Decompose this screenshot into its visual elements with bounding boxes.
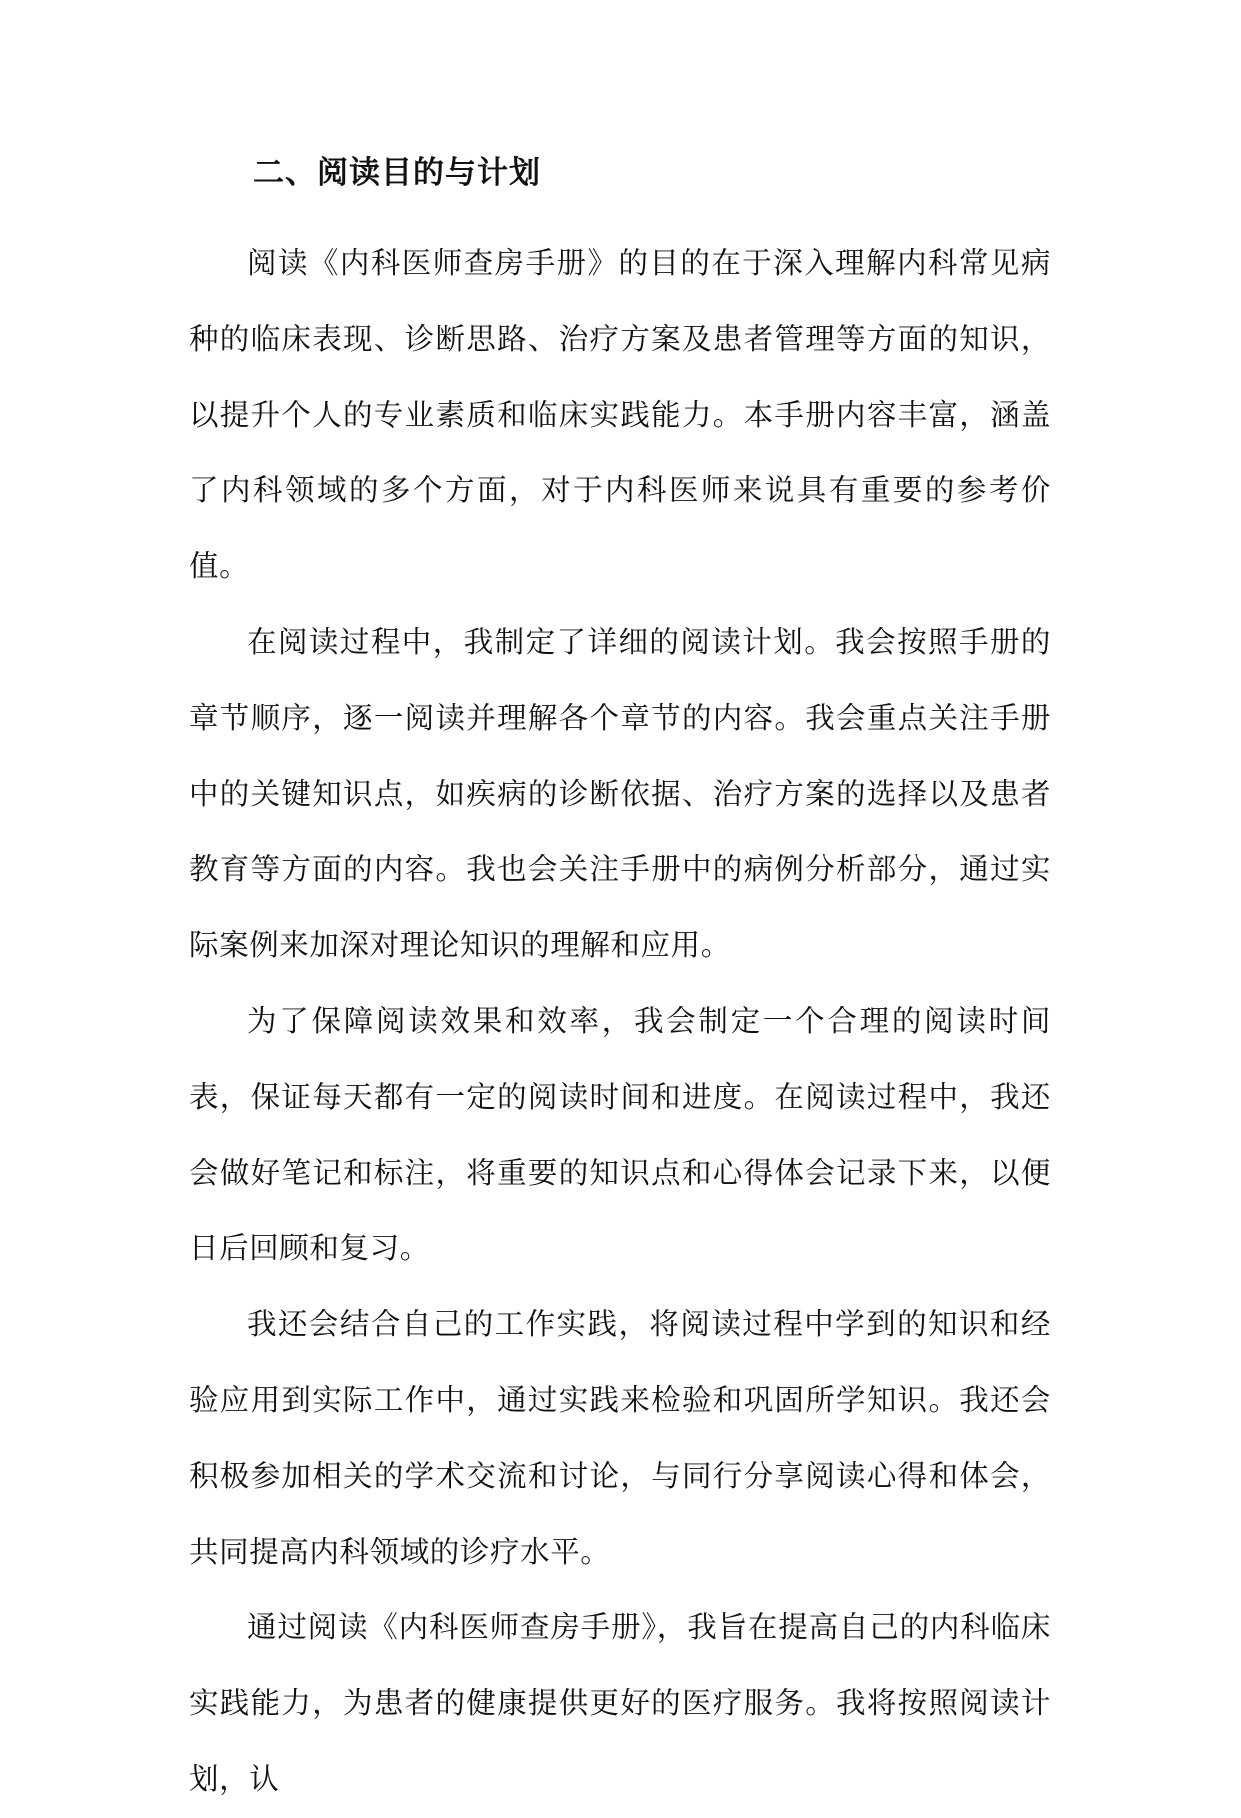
paragraph-purpose: 阅读《内科医师查房手册》的目的在于深入理解内科常见病种的临床表现、诊断思路、治疗方案及患者管理等方面的知识，以提升个人的专业素质和临床实践能力。本手册内容丰富，涵盖了内科领域的多个方面，对于内科医师来说具有重要的参考价值。 [189, 246, 1051, 584]
paragraph-goal: 通过阅读《内科医师查房手册》，我旨在提高自己的内科临床实践能力，为患者的健康提供更好的医疗服务。我将按照阅读计划，认 [189, 1610, 1051, 1796]
paragraph-schedule: 为了保障阅读效果和效率，我会制定一个合理的阅读时间表，保证每天都有一定的阅读时间和进度。在阅读过程中，我还会做好笔记和标注，将重要的知识点和心得体会记录下来，以便日后回顾和复习。 [189, 1003, 1051, 1266]
paragraph-practice: 我还会结合自己的工作实践，将阅读过程中学到的知识和经验应用到实际工作中，通过实践来检验和巩固所学知识。我还会积极参加相关的学术交流和讨论，与同行分享阅读心得和体会，共同提高内科领域的诊疗水平。 [189, 1307, 1051, 1569]
section-heading: 二、阅读目的与计划 [253, 155, 541, 191]
paragraph-reading-plan: 在阅读过程中，我制定了详细的阅读计划。我会按照手册的章节顺序，逐一阅读并理解各个章节的内容。我会重点关注手册中的关键知识点，如疾病的诊断依据、治疗方案的选择以及患者教育等方面的内容。我也会关注手册中的病例分析部分，通过实际案例来加深对理论知识的理解和应用。 [189, 624, 1051, 963]
body-text [189, 226, 1051, 1818]
